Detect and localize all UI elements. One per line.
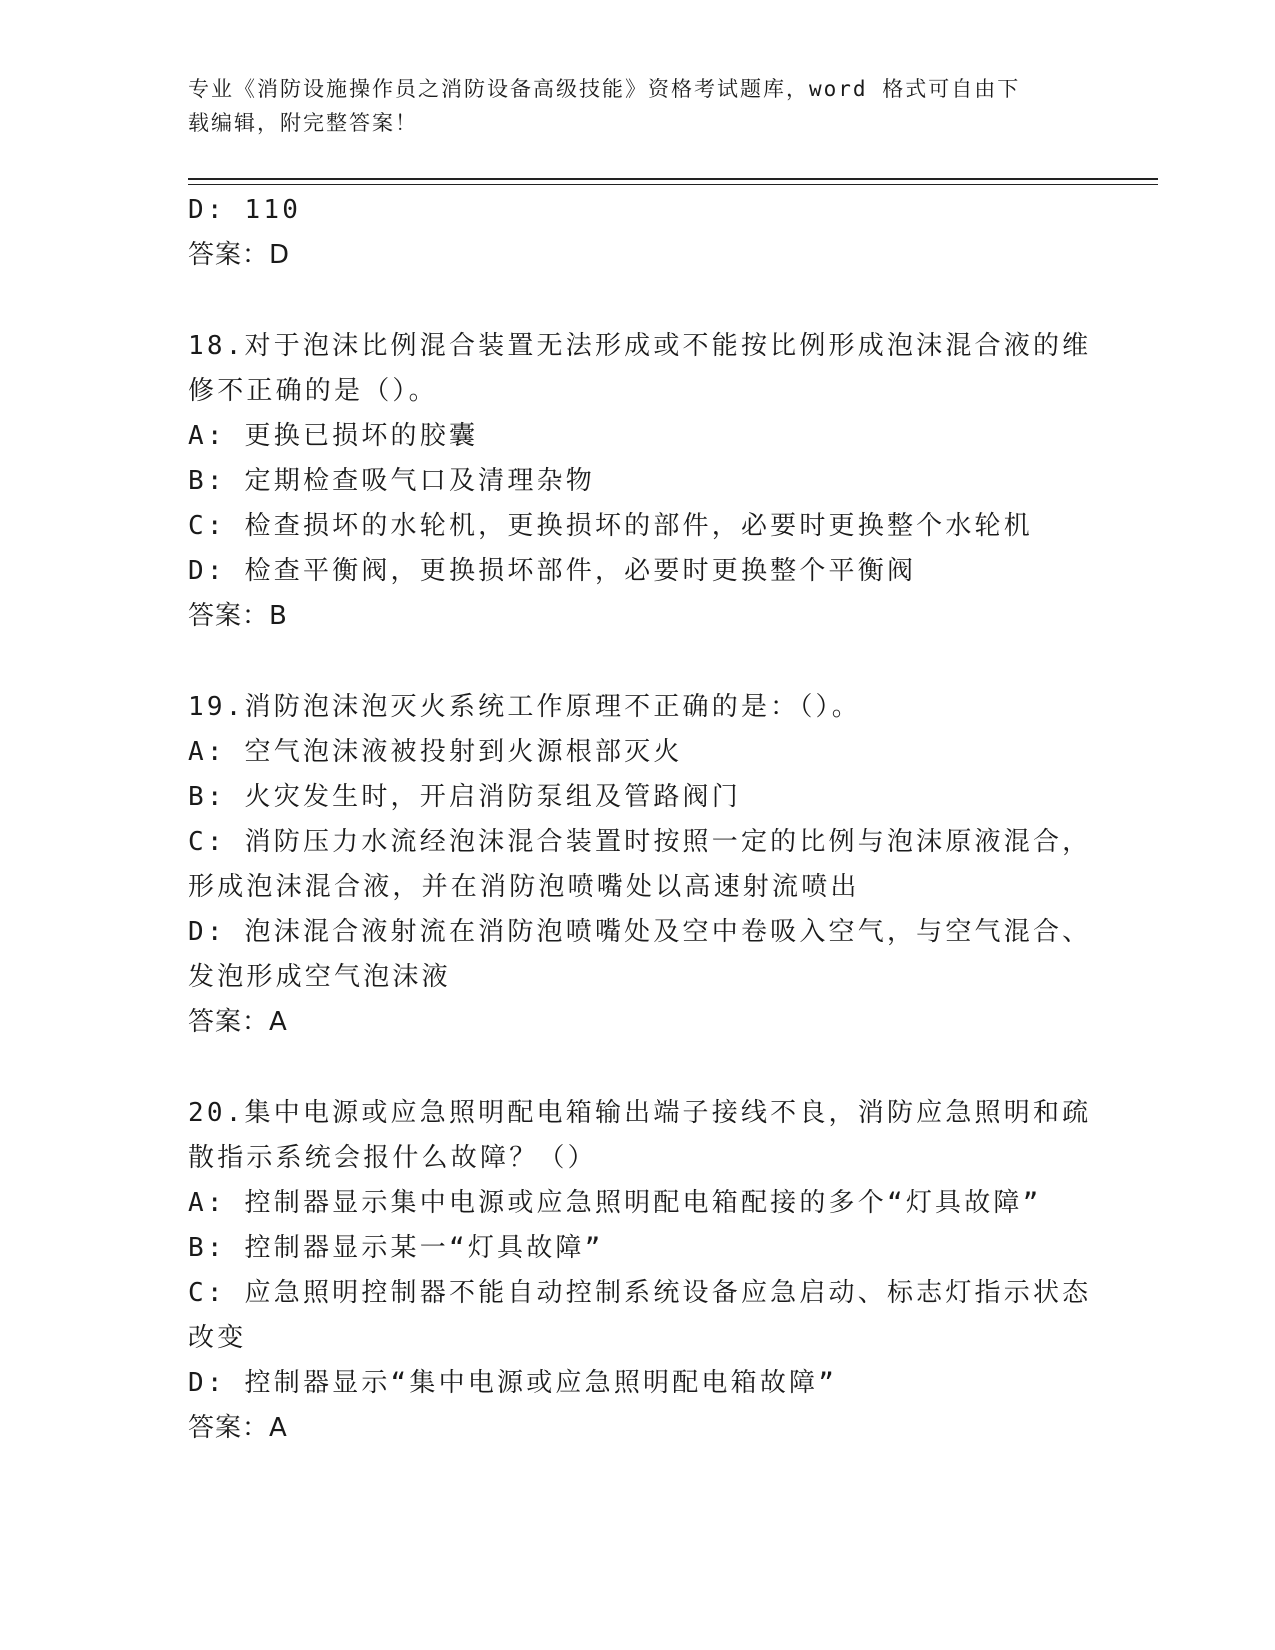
spacer — [188, 1045, 1088, 1091]
option-c: C: 检查损坏的水轮机，更换损坏的部件，必要时更换整个水轮机 — [188, 511, 1033, 541]
header-line-2: 载编辑，附完整答案！ — [188, 111, 418, 135]
option-d-continued: 发泡形成空气泡沫液 — [188, 962, 451, 992]
question-19 — [188, 685, 1092, 1045]
prev-option-d: D: 110 — [188, 195, 302, 225]
answer: 答案：A — [188, 1413, 288, 1443]
question-stem-line: 散指示系统会报什么故障？（） — [188, 1143, 597, 1173]
spacer — [188, 278, 1088, 324]
option-c-continued: 形成泡沫混合液，并在消防泡喷嘴处以高速射流喷出 — [188, 872, 860, 902]
header-line-1: 专业《消防设施操作员之消防设备高级技能》资格考试题库，word 格式可自由下 — [188, 77, 1021, 101]
option-a: A: 空气泡沫液被投射到火源根部灭火 — [188, 737, 683, 767]
option-d: D: 控制器显示“集中电源或应急照明配电箱故障” — [188, 1368, 838, 1398]
option-b: B: 火灾发生时，开启消防泵组及管路阀门 — [188, 782, 741, 812]
option-c: C: 应急照明控制器不能自动控制系统设备应急启动、标志灯指示状态 — [188, 1278, 1092, 1308]
option-c-continued: 改变 — [188, 1323, 247, 1353]
option-d: D: 泡沫混合液射流在消防泡喷嘴处及空中卷吸入空气，与空气混合、 — [188, 917, 1092, 947]
question-20 — [188, 1091, 1092, 1451]
header-rule-thin — [188, 184, 1158, 185]
question-stem-line: 20.集中电源或应急照明配电箱输出端子接线不良，消防应急照明和疏 — [188, 1098, 1092, 1128]
document-header — [188, 72, 1068, 140]
spacer — [188, 639, 1088, 685]
question-stem-line: 19.消防泡沫泡灭火系统工作原理不正确的是：（）。 — [188, 692, 861, 722]
option-b: B: 定期检查吸气口及清理杂物 — [188, 466, 595, 496]
answer: 答案：A — [188, 1007, 288, 1037]
option-d: D: 检查平衡阀，更换损坏部件，必要时更换整个平衡阀 — [188, 556, 917, 586]
option-a: A: 更换已损坏的胶囊 — [188, 421, 479, 451]
answer: 答案：B — [188, 601, 288, 631]
question-18 — [188, 324, 1092, 639]
prev-answer: 答案：D — [188, 240, 291, 270]
question-stem-line: 18.对于泡沫比例混合装置无法形成或不能按比例形成泡沫混合液的维 — [188, 331, 1092, 361]
option-a: A: 控制器显示集中电源或应急照明配电箱配接的多个“灯具故障” — [188, 1188, 1042, 1218]
option-b: B: 控制器显示某一“灯具故障” — [188, 1233, 604, 1263]
question-content — [188, 188, 1092, 1451]
header-rule-thick — [188, 178, 1158, 180]
option-c: C: 消防压力水流经泡沫混合装置时按照一定的比例与泡沫原液混合， — [188, 827, 1092, 857]
question-stem-line: 修不正确的是（）。 — [188, 376, 438, 406]
